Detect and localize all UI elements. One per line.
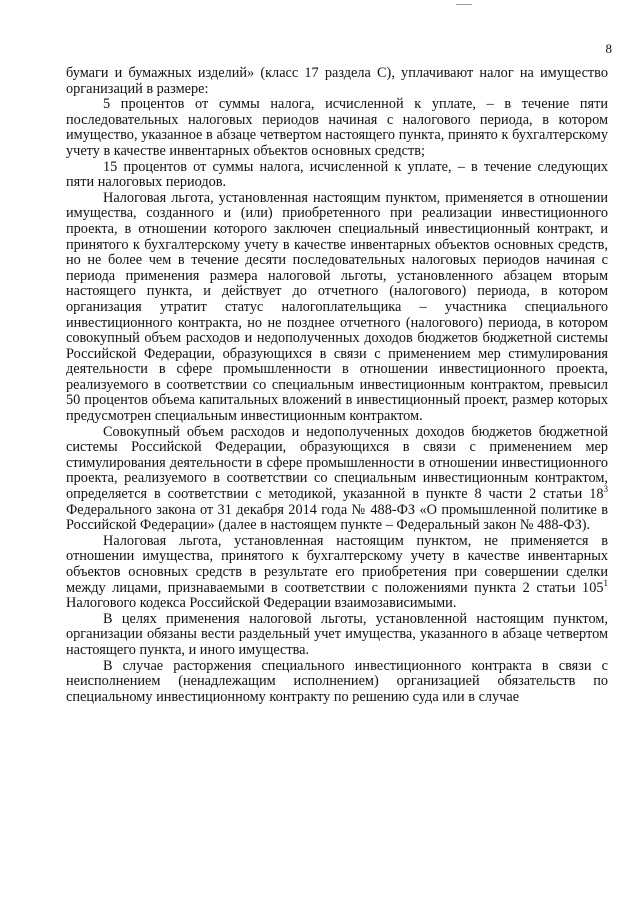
paragraph-7: В целях применения налоговой льготы, установленной настоящим пунктом, организации обязаны вести раздельный учет имущества, указанного в абзаце четвертом настоящего пункта, и иного имущества. [66, 610, 608, 658]
paragraph-1: бумаги и бумажных изделий» (класс 17 раздела С), уплачивают налог на имущество организаций в размере: [66, 65, 608, 97]
scan-mark [456, 4, 472, 5]
paragraph-4: Налоговая льгота, установленная настоящим пунктом, применяется в отношении имущества, созданного и (или) приобретенного при реализации инвестиционного проекта, в отношении которого заключен специальный инвестиционный контракт, и принятого к бухгалтерскому учету в качестве инвентарных объектов основных средств, но не более чем в течение десяти последовательных налоговых периодов начиная с периода применения размера налоговой льготы, установленного абзацем вторым настоящего пункта, и действует до отчетного (налогового) периода, в котором организация утратит статус налогоплательщика – участника специального инвестиционного контракта, но не позднее отчетного (налогового) периода, в котором совокупный объем расходов и недополученных доходов бюджетов бюджетной системы Российской Федерации, образующихся в связи с применением мер стимулирования деятельности в сфере промышленности в отношении инвестиционного проекта, реализуемого в соответствии со специальным инвестиционным контрактом, превысил 50 процентов объема капитальных вложений в инвестиционный проект, размер которых предусмотрен специальным инвестиционным контрактом. [66, 189, 608, 425]
paragraph-6 [66, 534, 608, 612]
paragraph-6-text-after: Налогового кодекса Российской Федерации взаимозависимыми. [66, 595, 457, 612]
paragraph-5 [66, 425, 608, 534]
paragraph-5-text-before: Совокупный объем расходов и недополученных доходов бюджетов бюджетной системы Российской Федерации, образующихся в связи с применением мер стимулирования деятельности в сфере промышленности в отношении инвестиционного проекта, реализуемого в соответствии со специальным инвестиционным контрактом, определяется в соответствии с методикой, указанной в пункте 8 части 2 статьи 18 [66, 423, 608, 503]
document-body [66, 66, 608, 705]
paragraph-5-text-after: Федерального закона от 31 декабря 2014 года № 488-ФЗ «О промышленной политике в Российской Федерации» (далее в настоящем пункте – Федеральный закон № 488-ФЗ). [66, 501, 608, 534]
page-number: 8 [605, 41, 612, 56]
paragraph-6-text-before: Налоговая льгота, установленная настоящим пунктом, не применяется в отношении имущества, принятого к бухгалтерскому учету в качестве инвентарных объектов основных средств в результате его приобретения при совершении сделки между лицами, признаваемыми в соответствии с положениями пункта 2 статьи 105 [66, 532, 608, 596]
paragraph-8: В случае расторжения специального инвестиционного контракта в связи с неисполнением (ненадлежащим исполнением) организацией обязательств по специальному инвестиционному контракту по решению суда или в случае [66, 657, 608, 705]
paragraph-6-superscript: 1 [603, 577, 608, 588]
paragraph-2: 5 процентов от суммы налога, исчисленной к уплате, – в течение пяти последовательных налоговых периодов начиная с налогового периода, в котором имущество, указанное в абзаце четвертом настоящего пункта, принято к бухгалтерскому учету в качестве инвентарных объектов основных средств; [66, 96, 608, 159]
paragraph-5-superscript: 3 [603, 484, 608, 495]
paragraph-3: 15 процентов от суммы налога, исчисленной к уплате, – в течение следующих пяти налоговых периодов. [66, 158, 608, 191]
